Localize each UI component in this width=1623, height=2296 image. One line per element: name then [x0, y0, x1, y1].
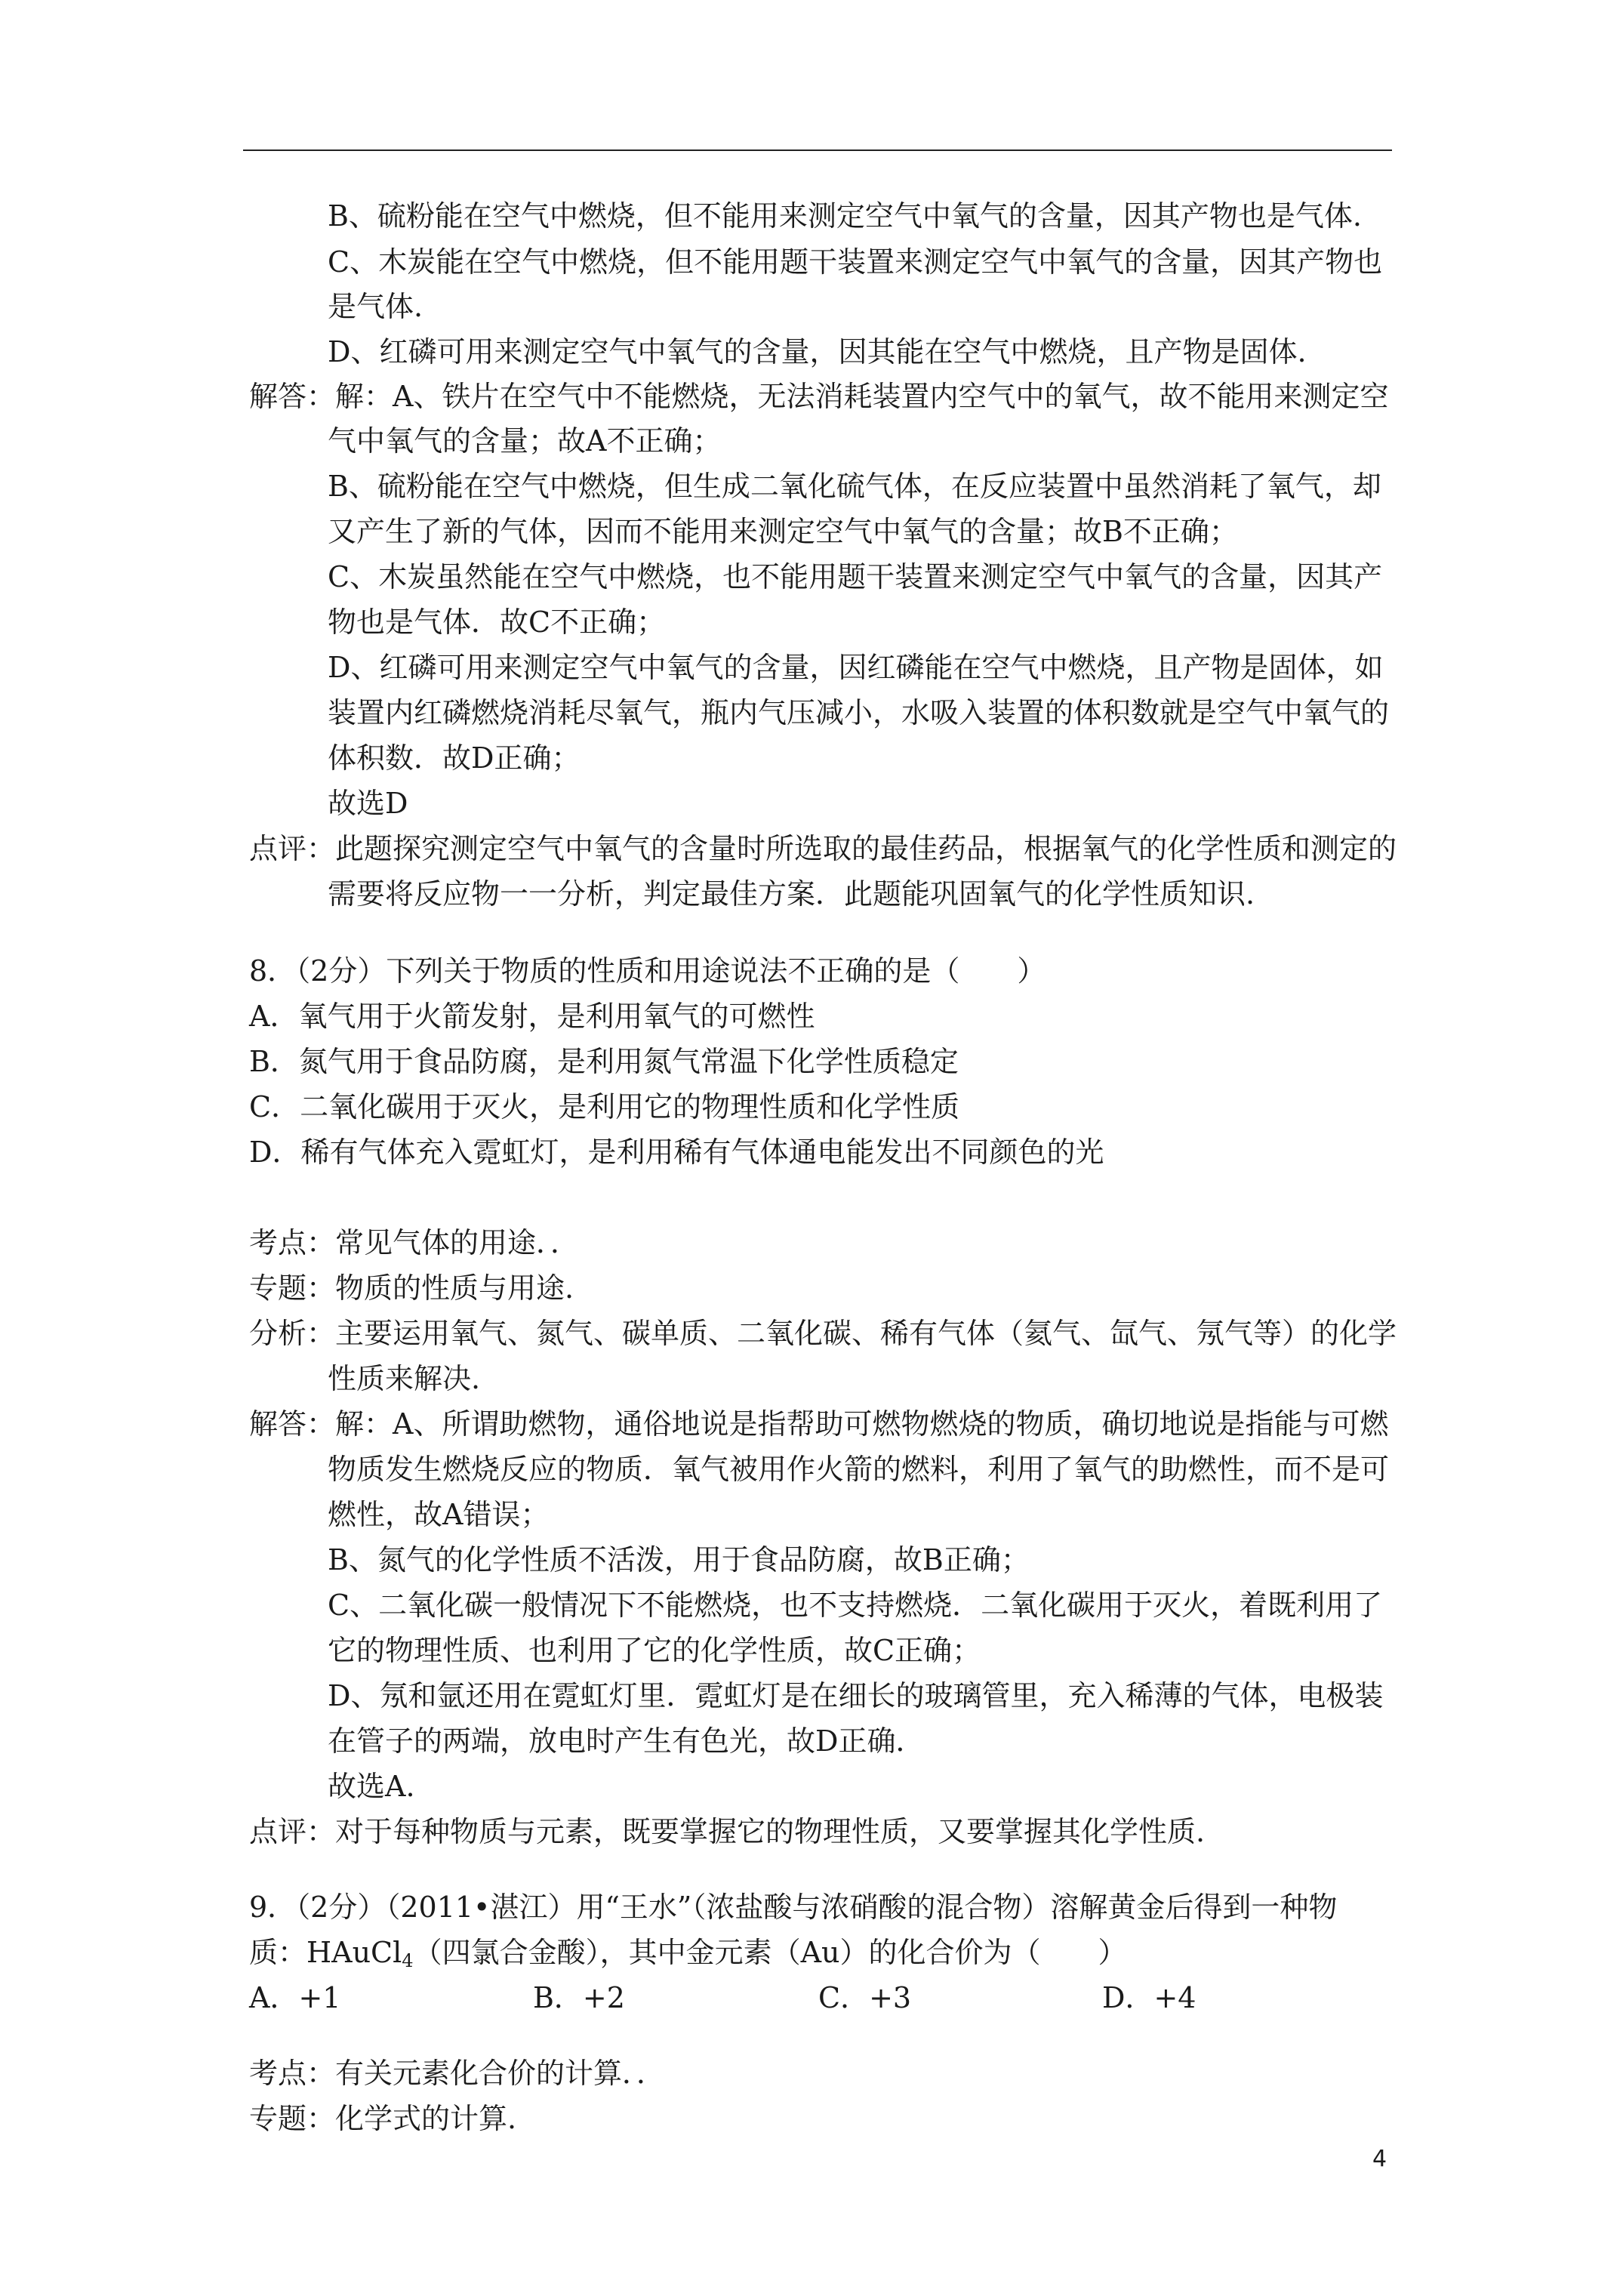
q7-option-b: B、硫粉能在空气中燃烧，但不能用来测定空气中氧气的含量，因其产物也是气体.	[328, 199, 1363, 233]
q8-answer-line: 解答：解：A、所谓助燃物，通俗地说是指帮助可燃物燃烧的物质，确切地说是指能与可燃	[249, 1407, 1389, 1441]
q7-answer-line: 物也是气体．故C不正确；	[328, 606, 666, 639]
q9-stem-rest: （四氯合金酸），其中金元素（Au）的化合价为（ ）	[413, 1936, 1127, 1969]
q9-option-a: A．+1	[249, 1981, 341, 2014]
q9-formula: 质：HAuCl	[249, 1936, 402, 1969]
q7-answer-line: C、木炭虽然能在空气中燃烧，也不能用题干装置来测定空气中氧气的含量，因其产	[328, 560, 1383, 593]
q8-answer-line: B、氮气的化学性质不活泼，用于食品防腐，故B正确；	[328, 1543, 1030, 1576]
q7-answer-line: 气中氧气的含量；故A不正确；	[328, 424, 722, 458]
q8-comment: 点评：对于每种物质与元素，既要掌握它的物理性质，又要掌握其化学性质.	[249, 1815, 1206, 1848]
q8-answer-line: C、二氧化碳一般情况下不能燃烧，也不支持燃烧．二氧化碳用于灭火，着既利用了	[328, 1589, 1383, 1622]
q8-option-c: C．二氧化碳用于灭火，是利用它的物理性质和化学性质	[249, 1090, 960, 1123]
q8-answer-line: 燃性，故A错误；	[328, 1498, 550, 1531]
q9-option-d: D．+4	[1102, 1981, 1196, 2014]
q9-stem-line1: 9．（2分）（2011•湛江）用“王水”（浓盐酸与浓硝酸的混合物）溶解黄金后得到一种物	[249, 1891, 1338, 1924]
q9-option-b: B．+2	[533, 1981, 625, 2014]
q8-option-a: A．氧气用于火箭发射，是利用氧气的可燃性	[249, 1000, 815, 1033]
q9-stem-line2	[249, 1934, 1127, 1977]
q7-option-c-line2: 是气体.	[328, 290, 423, 323]
q7-answer-line: 解答：解：A、铁片在空气中不能燃烧，无法消耗装置内空气中的氧气，故不能用来测定空	[249, 380, 1389, 413]
q8-answer-line: 故选A.	[328, 1770, 415, 1803]
q9-kaodian: 考点：有关元素化合价的计算．．	[249, 2057, 666, 2090]
q7-answer-line: B、硫粉能在空气中燃烧，但生成二氧化硫气体，在反应装置中虽然消耗了氧气，却	[328, 470, 1381, 503]
q9-option-c: C．+3	[818, 1981, 912, 2014]
q7-answer-line: D、红磷可用来测定空气中氧气的含量，因红磷能在空气中燃烧，且产物是固体，如	[328, 651, 1384, 684]
q7-comment-line: 点评：此题探究测定空气中氧气的含量时所选取的最佳药品，根据氧气的化学性质和测定的	[249, 832, 1397, 865]
page-number: 4	[1372, 2146, 1387, 2172]
q8-option-d: D．稀有气体充入霓虹灯，是利用稀有气体通电能发出不同颜色的光	[249, 1136, 1104, 1169]
q8-answer-line: 物质发生燃烧反应的物质．氧气被用作火箭的燃料，利用了氧气的助燃性，而不是可	[328, 1453, 1390, 1486]
q7-option-d: D、红磷可用来测定空气中氧气的含量，因其能在空气中燃烧，且产物是固体.	[328, 335, 1307, 368]
q7-answer-line: 体积数．故D正确；	[328, 741, 581, 775]
q8-stem: 8．（2分）下列关于物质的性质和用途说法不正确的是（ ）	[249, 954, 1046, 988]
q8-answer-line: 它的物理性质、也利用了它的化学性质，故C正确；	[328, 1634, 981, 1667]
q8-option-b: B．氮气用于食品防腐，是利用氮气常温下化学性质稳定	[249, 1045, 959, 1078]
q8-answer-line: 在管子的两端，放电时产生有色光，故D正确．	[328, 1724, 925, 1758]
q9-zhuanti: 专题：化学式的计算.	[249, 2102, 517, 2135]
q8-fenxi-line: 性质来解决.	[328, 1362, 481, 1395]
q8-answer-line: D、氖和氩还用在霓虹灯里．霓虹灯是在细长的玻璃管里，充入稀薄的气体，电极装	[328, 1679, 1384, 1712]
q8-fenxi-line: 分析：主要运用氧气、氮气、碳单质、二氧化碳、稀有气体（氦气、氙气、氖气等）的化学	[249, 1317, 1397, 1350]
q7-answer-line: 又产生了新的气体，因而不能用来测定空气中氧气的含量；故B不正确；	[328, 515, 1238, 548]
header-rule	[243, 149, 1392, 151]
q7-answer-line: 装置内红磷燃烧消耗尽氧气，瓶内气压减小，水吸入装置的体积数就是空气中氧气的	[328, 696, 1390, 729]
q7-comment-line: 需要将反应物一一分析，判定最佳方案．此题能巩固氧气的化学性质知识.	[328, 877, 1255, 911]
q7-answer-line: 故选D	[328, 787, 408, 820]
q8-zhuanti: 专题：物质的性质与用途.	[249, 1271, 574, 1305]
q7-option-c-line1: C、木炭能在空气中燃烧，但不能用题干装置来测定空气中氧气的含量，因其产物也	[328, 245, 1383, 279]
q8-kaodian: 考点：常见气体的用途．．	[249, 1226, 580, 1259]
q9-formula-subscript: 4	[402, 1950, 414, 1971]
